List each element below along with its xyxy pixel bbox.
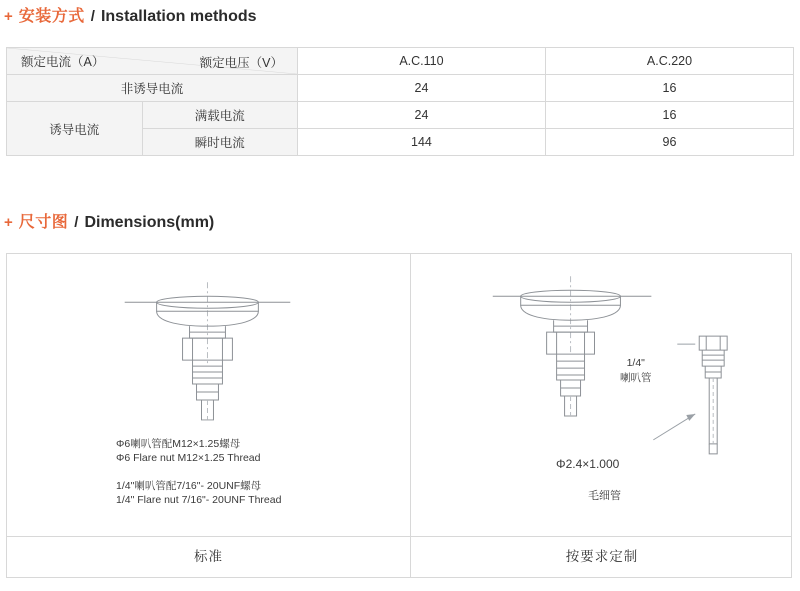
table-row [7,75,794,102]
cell-value: 24 [297,102,545,129]
note-tube-name: 喇叭管 [620,372,652,384]
section-title-cn: 尺寸图 [18,214,69,231]
drawing-standard [125,282,291,420]
column-header-ac110: A.C.110 [297,48,545,75]
cell-value: 144 [297,129,545,156]
column-header-ac220: A.C.220 [545,48,793,75]
section-heading-dimensions [0,209,214,232]
section-title-separator: / [90,8,95,25]
section-title-en: Dimensions(mm) [84,214,215,231]
cell-value: 24 [297,75,545,102]
note-capillary-name: 毛细管 [588,490,621,502]
note-flare-nut-m12 [116,437,260,465]
caption-standard: 标准 [194,549,223,564]
dimension-panel [6,253,792,578]
row-label-non-inductive: 非诱导电流 [7,75,298,102]
note-tube-size: 1/4" [626,357,645,369]
section-heading-installation [0,3,257,26]
cell-value: 16 [545,75,793,102]
note-capillary-dimension: Φ2.4×1.000 [556,457,620,471]
note-line-cn: 1/4"喇叭管配7/16"- 20UNF螺母 [116,480,262,492]
note-line-en: 1/4" Flare nut 7/16"- 20UNF Thread [116,494,282,506]
table-header-row [7,48,794,75]
note-line-cn: Φ6喇叭管配M12×1.25螺母 [116,438,241,450]
plus-icon: + [4,214,13,231]
note-line-en: Φ6 Flare nut M12×1.25 Thread [116,452,261,464]
section-title-separator: / [74,214,79,231]
table-corner-cell [7,48,298,75]
table-row [7,102,794,129]
corner-current-label: 额定电流（A） [21,55,105,69]
row-label-inductive: 诱导电流 [7,102,143,156]
note-flare-tube [620,356,652,386]
cell-value: 96 [545,129,793,156]
drawing-custom [493,276,727,454]
row-sublabel-full-load: 满载电流 [142,102,297,129]
note-flare-nut-unf [116,479,281,507]
row-sublabel-inrush: 瞬时电流 [142,129,297,156]
corner-voltage-label: 额定电压（V） [199,56,283,70]
specification-table [6,47,794,156]
section-title-cn: 安装方式 [18,8,85,25]
cell-value: 16 [545,102,793,129]
plus-icon: + [4,8,13,25]
caption-custom: 按要求定制 [565,549,639,564]
section-title-en: Installation methods [100,8,257,25]
